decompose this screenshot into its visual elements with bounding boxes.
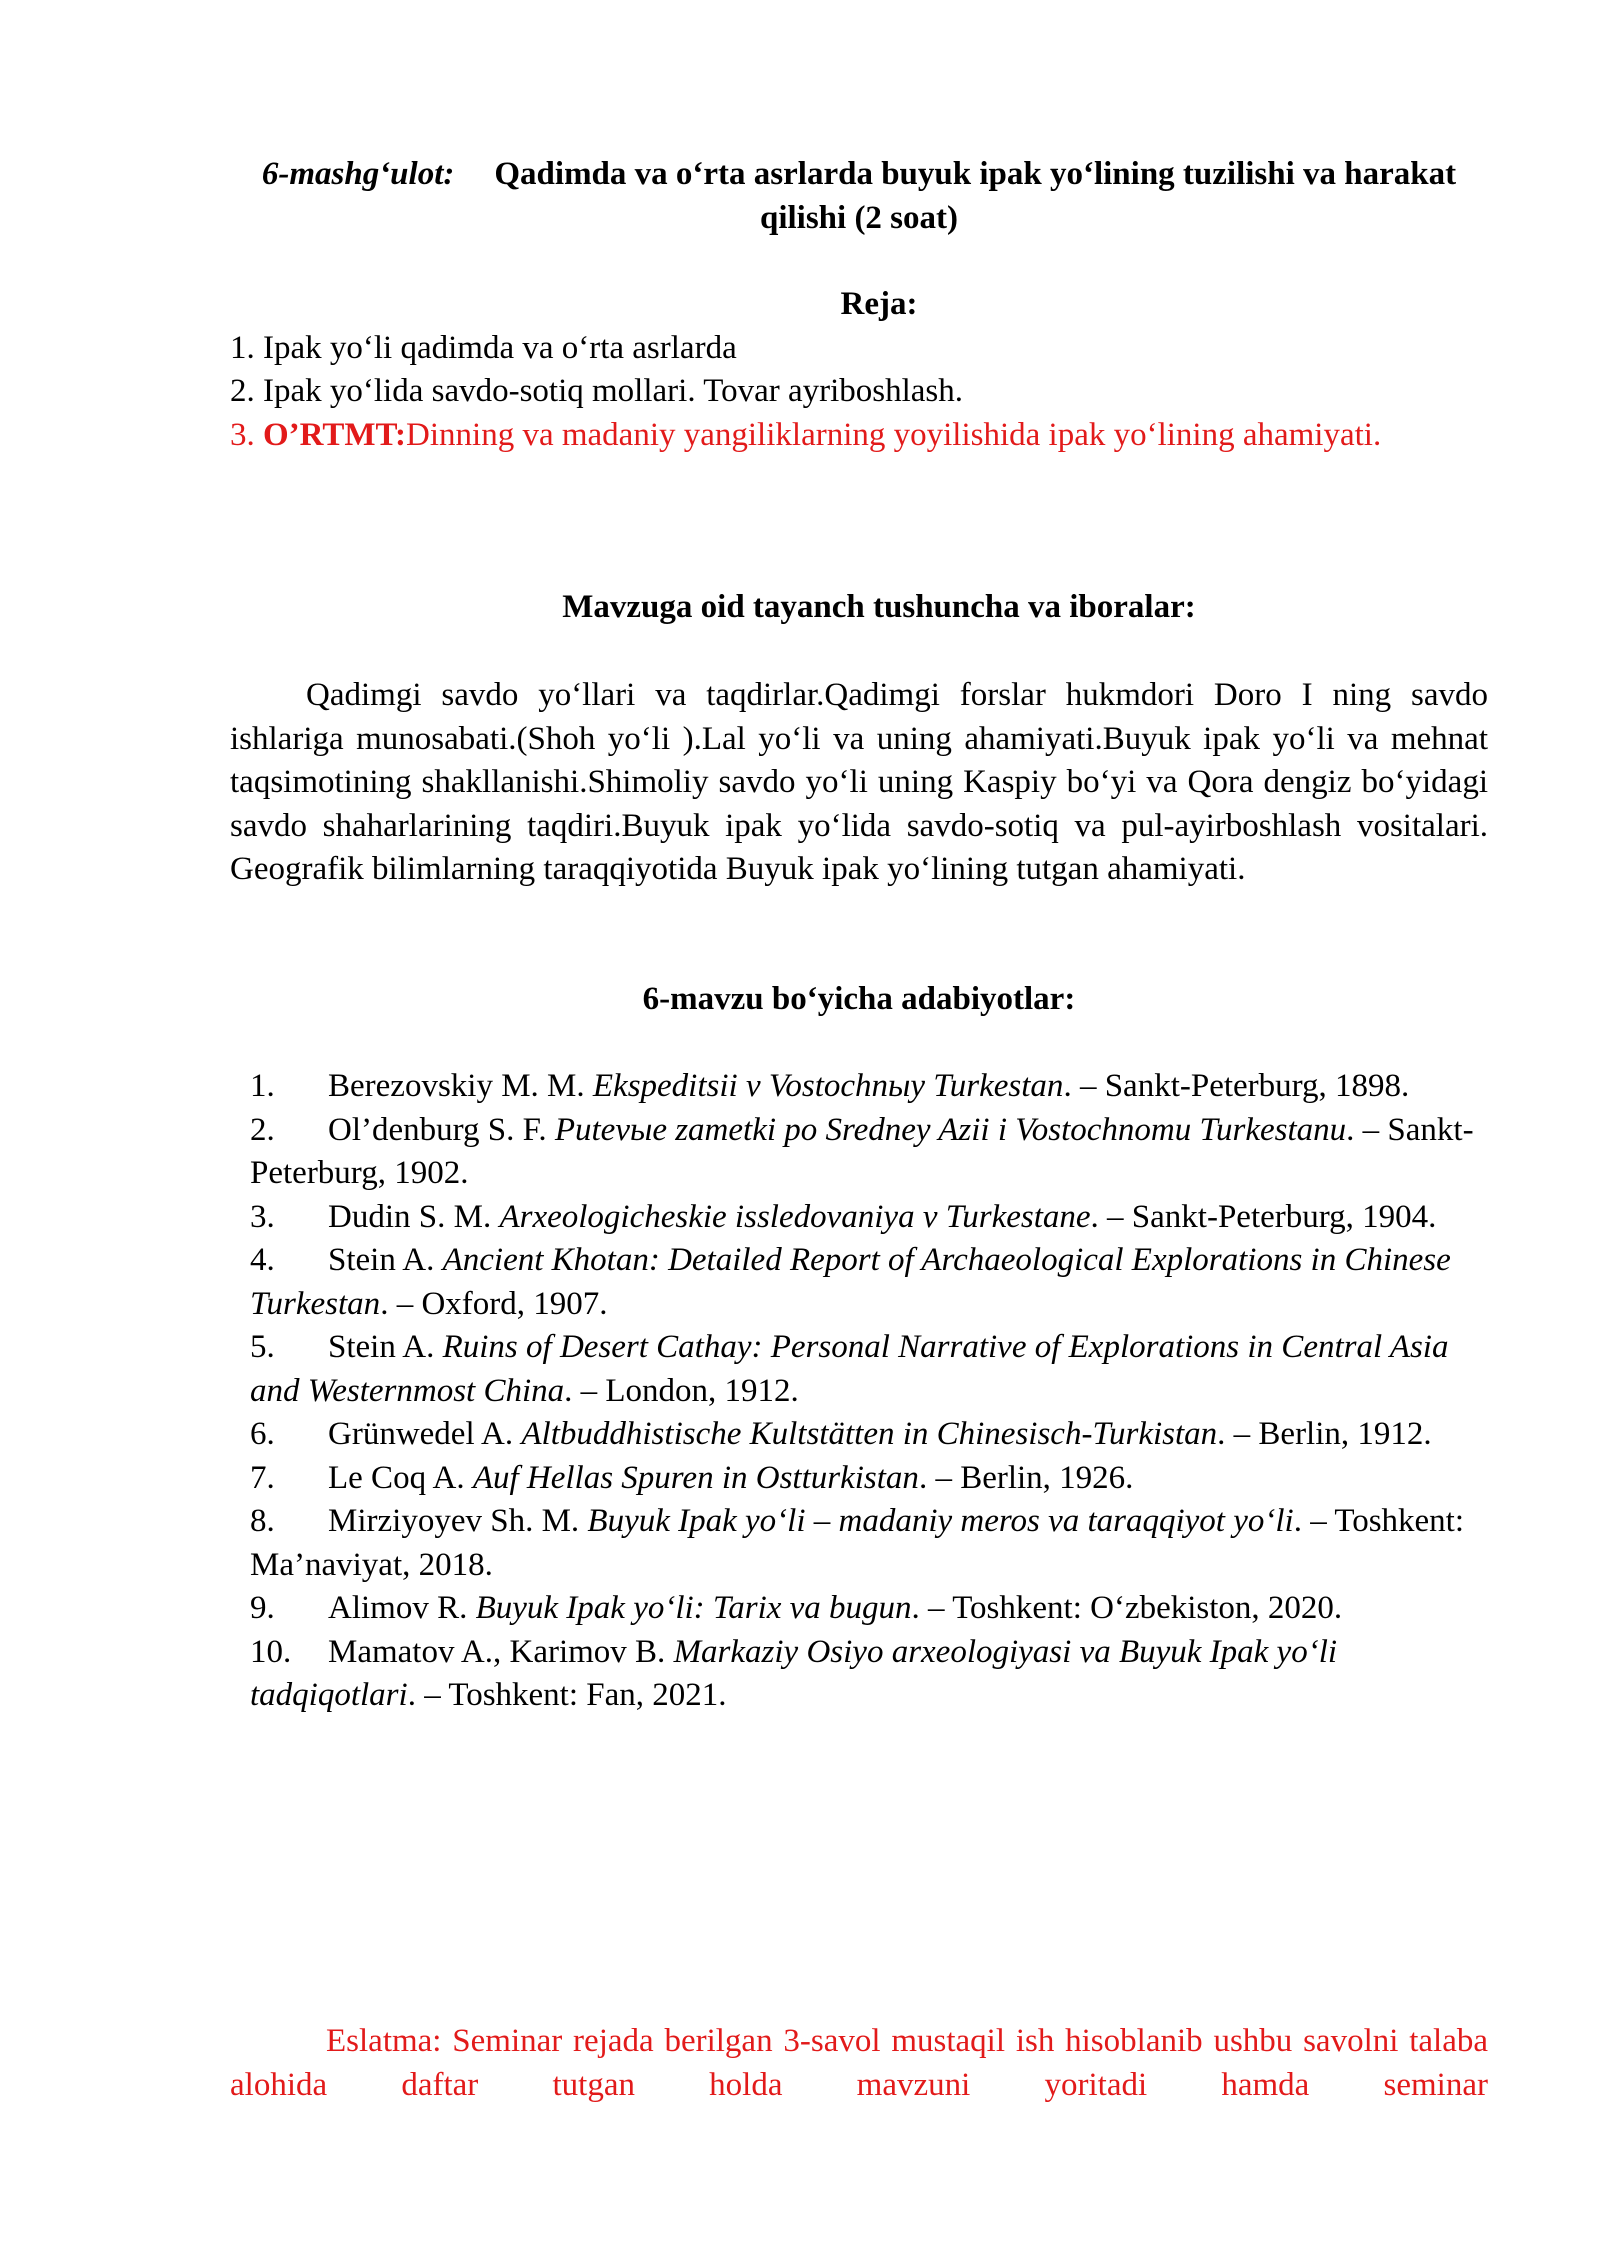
literature-item-number: 10.: [250, 1633, 292, 1670]
literature-item-publisher: . – London, 1912.: [564, 1372, 799, 1409]
literature-item-author: Dudin S. M.: [328, 1198, 500, 1235]
literature-item-author: Mamatov A., Karimov B.: [328, 1633, 674, 1670]
literature-item: [250, 1631, 1492, 1718]
literature-item-author: Stein A.: [328, 1242, 443, 1278]
literature-list: [250, 1065, 1492, 1718]
page-title: [230, 153, 1488, 240]
literature-item-publisher: . – Toshkent: Ma’naviyat, 2018.: [250, 1503, 1465, 1583]
literature-item-publisher: . – Toshkent: O‘zbekiston, 2020.: [911, 1590, 1343, 1626]
literature-item: [250, 1413, 1492, 1457]
literature-item: [250, 1457, 1492, 1501]
plan-section: [230, 283, 1488, 457]
plan-item-1: 1. Ipak yo‘li qadimda va o‘rta asrlarda: [230, 329, 737, 366]
literature-item-title: Ancient Khotan: Detailed Report of Archaeological Explorations in Chinese Turkestan: [250, 1242, 1451, 1322]
literature-item-number: 8.: [250, 1503, 275, 1539]
keywords-heading: Mavzuga oid tayanch tushuncha va iboralar:: [562, 589, 1196, 625]
literature-item-title: Ruins of Desert Cathay: Personal Narrative of Explorations in Central Asia and Westernmost China: [250, 1329, 1449, 1409]
literature-heading: 6-mavzu bo‘yicha adabiyotlar:: [642, 981, 1076, 1017]
literature-item-author: Le Coq A.: [328, 1459, 473, 1496]
literature-item-publisher: . – Sankt-Peterburg, 1902.: [250, 1111, 1474, 1191]
literature-item-title: Buyuk Ipak yo‘li: Tarix va bugun: [475, 1590, 912, 1626]
plan-item-2: 2. Ipak yo‘lida savdo-sotiq mollari. Tovar ayriboshlash.: [230, 373, 964, 409]
literature-item-publisher: . – Berlin, 1926.: [918, 1459, 1134, 1496]
literature-item: [250, 1326, 1492, 1413]
literature-item: [250, 1587, 1492, 1631]
note-paragraph: Eslatma: Seminar rejada berilgan 3-savol mustaqil ish hisoblanib ushbu savolni talaba alohida daftar tutgan holda mavzuni yoritadi hamda seminar: [230, 2023, 1488, 2103]
literature-item: [250, 1239, 1492, 1326]
literature-item-author: Stein A.: [328, 1329, 443, 1365]
plan-item-3: [230, 414, 1488, 458]
literature-item-number: 7.: [250, 1459, 275, 1496]
plan-item-3-number: 3.: [230, 416, 255, 453]
literature-item-number: 5.: [250, 1329, 275, 1365]
literature-item-publisher: . – Berlin, 1912.: [1217, 1416, 1432, 1452]
plan-item-3-text: Dinning va madaniy yangiliklarning yoyilishida ipak yo‘lining ahamiyati.: [406, 416, 1382, 453]
literature-item-title: Altbuddhistische Kultstätten in Chinesisch-Turkistan: [521, 1416, 1218, 1452]
literature-item-title: Auf Hellas Spuren in Ostturkistan: [472, 1459, 919, 1496]
literature-item-number: 3.: [250, 1198, 275, 1235]
literature-item-author: Berezovskiy M. M.: [328, 1068, 593, 1104]
literature-item-author: Ol’denburg S. F.: [328, 1111, 555, 1148]
literature-item: [250, 1500, 1492, 1587]
literature-item-number: 2.: [250, 1111, 275, 1148]
literature-item-title: Markaziy Osiyo arxeologiyasi va Buyuk Ipak yo‘li tadqiqotlari: [250, 1633, 1338, 1713]
literature-item-title: Arxeologicheskie issledovaniya v Turkestane: [499, 1198, 1091, 1235]
literature-item-author: Grünwedel A.: [328, 1416, 522, 1452]
literature-item-author: Alimov R.: [328, 1590, 476, 1626]
plan-item-3-label: O’RTMT:: [263, 416, 407, 453]
literature-item-author: Mirziyoyev Sh. M.: [328, 1503, 588, 1539]
literature-item: [250, 1196, 1492, 1240]
keywords-paragraph: Qadimgi savdo yo‘llari va taqdirlar.Qadimgi forslar hukmdori Doro I ning savdo ishlariga munosabati.(Shoh yo‘li ).Lal yo‘li va uning ahamiyati.Buyuk ipak yo‘li va mehnat taqsimotining shakllanishi.Shimoliy savdo yo‘li uning Kaspiy bo‘yi va Qora dengiz bo‘yidagi savdo shaharlarining taqdiri.Buyuk ipak yo‘lida savdo-sotiq va pul-ayirboshlash vositalari. Geografik bilimlarning taraqqiyotida Buyuk ipak yo‘lining tutgan ahamiyati.: [230, 677, 1488, 887]
literature-item: [250, 1109, 1492, 1196]
literature-item-number: 9.: [250, 1590, 275, 1626]
literature-item-title: Putevыe zametki po Sredney Azii i Vostochnomu Turkestanu: [554, 1111, 1347, 1148]
literature-item-title: Buyuk Ipak yo‘li – madaniy meros va taraqqiyot yo‘li: [587, 1503, 1294, 1539]
literature-item: [250, 1065, 1492, 1109]
literature-item-number: 6.: [250, 1416, 275, 1452]
session-label: 6-mashg‘ulot:: [261, 156, 455, 192]
literature-item-number: 4.: [250, 1242, 275, 1278]
literature-item-number: 1.: [250, 1068, 275, 1104]
plan-heading: Reja:: [840, 286, 918, 322]
literature-item-publisher: . – Sankt-Peterburg, 1904.: [1090, 1198, 1437, 1235]
literature-item-publisher: . – Oxford, 1907.: [380, 1285, 608, 1322]
session-title: Qadimda va o‘rta asrlarda buyuk ipak yo‘lining tuzilishi va harakat qilishi (2 soat): [494, 156, 1457, 236]
literature-item-title: Ekspeditsii v Vostochnыy Turkestan: [592, 1068, 1064, 1104]
literature-item-publisher: . – Toshkent: Fan, 2021.: [407, 1677, 727, 1713]
literature-item-publisher: . – Sankt-Peterburg, 1898.: [1063, 1068, 1410, 1104]
